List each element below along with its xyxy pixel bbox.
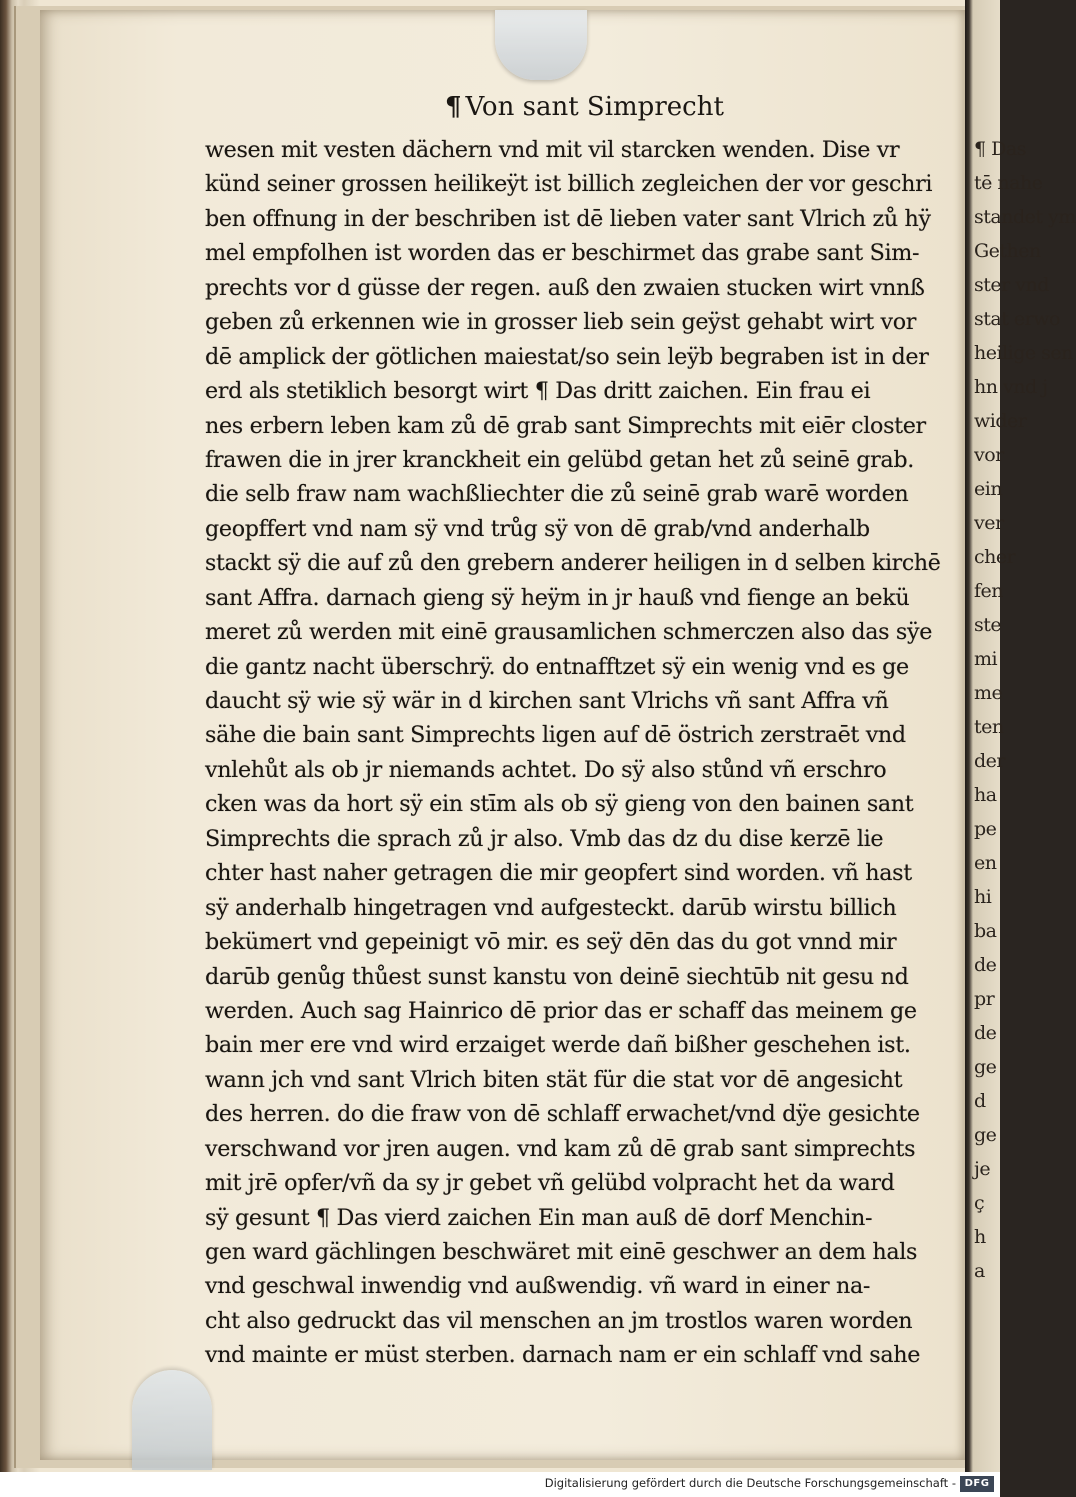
facing-page-fragment: de <box>974 954 997 976</box>
facing-page-fragment: d <box>974 1090 986 1112</box>
facing-page-fragment: en <box>974 852 997 874</box>
facing-page-fragment: ten <box>974 716 1004 738</box>
text-line: sant Affra. darnach gieng sÿ heÿm in jr hauß vnd fienge an bekü <box>205 584 910 611</box>
facing-page-fragment: me <box>974 682 1003 704</box>
text-line: darūb genůg thůest sunst kanstu von deinē siechtūb nit gesu nd <box>205 963 909 990</box>
running-head <box>445 92 805 122</box>
text-line: frawen die in jrer kranckheit ein gelübd getan het zů seinē grab. <box>205 446 914 473</box>
facing-page-fragment: a <box>974 1260 985 1282</box>
facing-page-fragment: tē nahe <box>974 172 1043 194</box>
text-line: stackt sÿ die auf zů den grebern anderer heiligen in d selben kirchē <box>205 550 941 577</box>
text-line: bekümert vnd gepeinigt vō mir. es seÿ dēn das du got vnnd mir <box>205 929 897 956</box>
facing-page-fragment: ein <box>974 478 1003 500</box>
text-line: cht also gedruckt das vil menschen an jm trostlos waren worden <box>205 1307 913 1334</box>
text-line: bain mer ere vnd wird erzaiget werde dañ bißher geschehen ist. <box>205 1032 911 1059</box>
facing-page-fragment: ster vnd <box>974 274 1049 296</box>
facing-page-fragment: h <box>974 1226 986 1248</box>
facing-page-fragment: ç <box>974 1192 985 1214</box>
text-line: werden. Auch sag Hainrico dē prior das er schaff das meinem ge <box>205 997 917 1024</box>
facing-page-fragment: Gethen <box>974 240 1041 262</box>
facing-page-fragment: pr <box>974 988 995 1010</box>
text-line: vnd mainte er müst sterben. darnach nam er ein schlaff vnd sahe <box>205 1342 921 1369</box>
facing-page-fragment: je <box>974 1158 991 1180</box>
text-line: nes erbern leben kam zů dē grab sant Simprechts mit eiēr closter <box>205 412 926 439</box>
dfg-logo: DFG <box>960 1476 994 1492</box>
facing-page-fragment: pe <box>974 818 997 840</box>
text-line: geben zů erkennen wie in grosser lieb sein geÿst gehabt wirt vor <box>205 309 917 336</box>
text-line: geopffert vnd nam sÿ vnd trůg sÿ von dē grab/vnd anderhalb <box>205 515 870 542</box>
facing-page-fragment: ¶ Das <box>974 138 1026 160</box>
facing-page-fragment: ste <box>974 614 1002 636</box>
facing-page-fragment: wider <box>974 410 1027 432</box>
text-line: verschwand vor jren augen. vnd kam zů dē grab sant simprechts <box>205 1135 916 1162</box>
text-line: meret zů werden mit einē grausamlichen schmerczen also das sÿe <box>205 619 933 646</box>
footer-credit: Digitalisierung gefördert durch die Deutsche Forschungsgemeinschaft - <box>544 1476 956 1490</box>
facing-page-fragment: hn vnd j <box>974 376 1048 398</box>
text-line: die selb fraw nam wachßliechter die zů seinē grab warē worden <box>205 481 909 508</box>
facing-page-fragment: de <box>974 1022 997 1044</box>
text-line: des herren. do die fraw von dē schlaff erwachet/vnd dÿe gesichte <box>205 1101 920 1128</box>
facing-page-fragment: vor <box>974 444 1004 466</box>
facing-page-fragment: hi <box>974 886 992 908</box>
text-line: sÿ anderhalb hingetragen vnd aufgesteckt. darūb wirstu billich <box>205 894 897 921</box>
text-line: daucht sÿ wie sÿ wär in d kirchen sant Vlrichs vñ sant Affra vñ <box>205 688 889 714</box>
bottom-book-clip <box>132 1370 212 1470</box>
text-line: vnd geschwal inwendig vnd außwendig. vñ ward in einer na- <box>205 1273 871 1300</box>
text-line: prechts vor d güsse der regen. auß den zwaien stucken wirt vnnß <box>205 274 925 301</box>
text-line: dē amplick der götlichen maiestat/so sein leÿb begraben ist in der <box>205 343 929 370</box>
facing-page-fragment: cher <box>974 546 1016 568</box>
text-line: mit jrē opfer/vñ da sy jr gebet vñ gelübd volpracht het da ward <box>205 1170 895 1197</box>
facing-page-fragment: ge <box>974 1056 997 1078</box>
text-line: erd als stetiklich besorgt wirt ¶ Das dritt zaichen. Ein frau ei <box>205 378 871 405</box>
text-line: sÿ gesunt ¶ Das vierd zaichen Ein man auß dē dorf Menchin- <box>205 1204 873 1231</box>
facing-page-fragment: mi <box>974 648 998 670</box>
facing-page-fragment: fen <box>974 580 1004 602</box>
text-line: künd seiner grossen heilikeÿt ist billich zegleichen der vor geschri <box>205 171 933 198</box>
facing-page-fragment: ba <box>974 920 997 942</box>
body-text-block <box>205 133 945 1373</box>
pilcrow-icon: ¶ <box>445 92 462 122</box>
text-line: Simprechts die sprach zů jr also. Vmb das dz du dise kerzē lie <box>205 825 884 852</box>
facing-page-fragment: stat erwo <box>974 308 1060 330</box>
top-book-clip <box>495 10 587 80</box>
facing-page-fragment: der <box>974 750 1005 772</box>
footer-bar <box>0 1472 1000 1497</box>
facing-page-fragment: standet ym <box>974 206 1076 228</box>
facing-page-fragment: ge <box>974 1124 997 1146</box>
text-line: ben offnung in der beschriben ist dē lieben vater sant Vlrich zů hÿ <box>205 205 931 232</box>
running-head-text: Von sant Simprecht <box>465 92 724 122</box>
facing-page-fragment: ha <box>974 784 997 806</box>
facing-page-edge <box>965 0 1076 1472</box>
facing-page-fragment: ver <box>974 512 1004 534</box>
facing-page-fragment: heilige sen <box>974 342 1073 364</box>
text-line: wesen mit vesten dächern vnd mit vil starcken wenden. Dise vr <box>205 137 900 163</box>
text-line: cken was da hort sÿ ein stīm als ob sÿ gieng von den bainen sant <box>205 791 914 818</box>
text-line: vnlehůt als ob jr niemands achtet. Do sÿ also stůnd vñ erschro <box>205 756 887 783</box>
text-line: wann jch vnd sant Vlrich biten stät für die stat vor dē angesicht <box>205 1066 903 1093</box>
text-line: sähe die bain sant Simprechts ligen auf dē östrich zerstraēt vnd <box>205 722 906 749</box>
text-line: gen ward gächlingen beschwäret mit einē geschwer an dem hals <box>205 1239 918 1265</box>
text-line: die gantz nacht überschrÿ. do entnafftzet sÿ ein wenig vnd es ge <box>205 653 909 680</box>
text-line: chter hast naher getragen die mir geopfert sind worden. vñ hast <box>205 860 912 887</box>
text-line: mel empfolhen ist worden das er beschirmet das grabe sant Sim- <box>205 240 920 267</box>
